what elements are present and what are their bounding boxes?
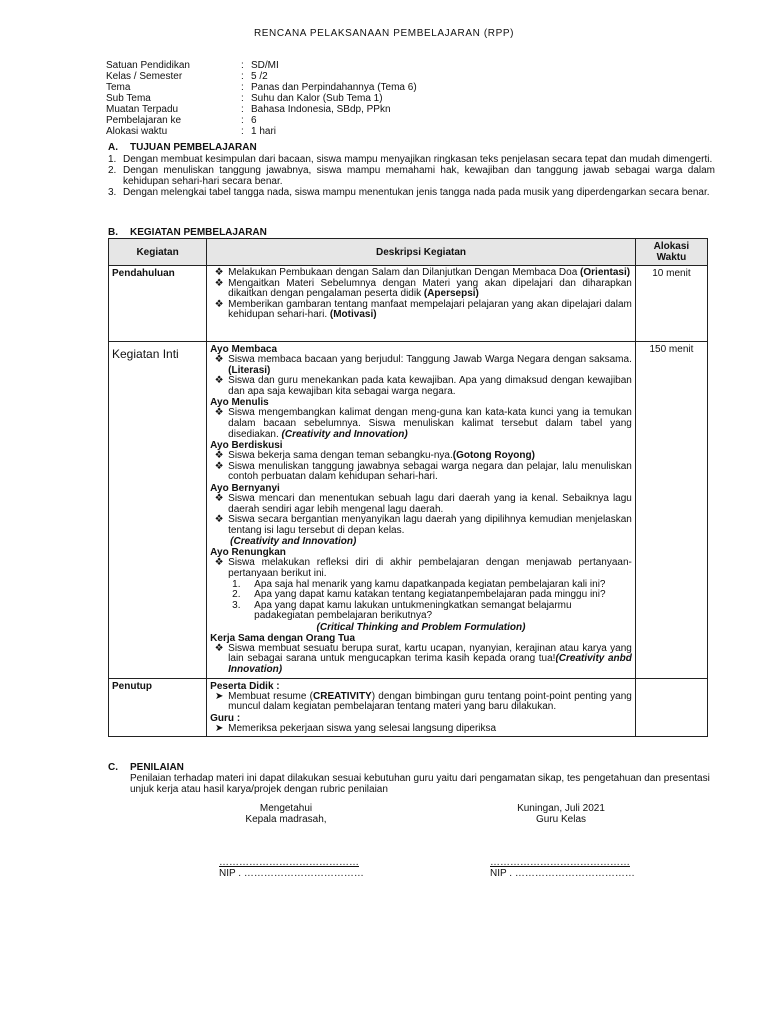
time-inti: 150 menit xyxy=(635,342,707,679)
item-tag: CREATIVITY xyxy=(313,690,372,702)
item-body: Membuat resume ( xyxy=(228,690,314,702)
nip-right: NIP . ……………………………… xyxy=(490,868,635,879)
item-text xyxy=(228,692,632,713)
identity-value: Suhu dan Kalor (Sub Tema 1) xyxy=(251,93,383,104)
question-number: 1. xyxy=(232,578,241,590)
table-header-row xyxy=(109,239,708,266)
list-item xyxy=(210,558,632,579)
item-text: Siswa menuliskan tanggung jawabnya sebagai warga negara dan pelajar, lalu menuliskan contoh perbuatan dalam kehidupan sehari-hari. xyxy=(228,460,632,483)
diamond-bullet-icon: ❖ xyxy=(214,642,224,654)
identity-value: 1 hari xyxy=(251,126,277,137)
arrow-bullet-icon: ➤ xyxy=(214,690,224,702)
item-text xyxy=(228,355,632,376)
identity-colon: : xyxy=(241,104,244,115)
identity-row xyxy=(106,60,417,71)
item-body: Siswa membaca bacaan yang berjudul: Tanggung Jawab Warga Negara dengan saksama. xyxy=(228,354,632,365)
identity-colon: : xyxy=(241,82,244,93)
section-number: C. xyxy=(108,762,118,773)
signature-right xyxy=(486,803,636,825)
list-item xyxy=(210,692,632,713)
signature-line: Mengetahui xyxy=(259,803,313,814)
subsection-membaca: Ayo Membaca xyxy=(210,344,278,355)
item-text xyxy=(228,279,632,300)
subsection-peserta: Peserta Didik : xyxy=(210,680,280,692)
question-text: Apa saja hal menarik yang kamu dapatkanpada kegiatan pembelajaran kali ini? xyxy=(254,578,606,590)
list-item xyxy=(210,376,632,397)
header-alokasi: Alokasi Waktu xyxy=(635,239,707,266)
time-penutup xyxy=(635,678,707,737)
table-row xyxy=(109,678,708,737)
goals-list xyxy=(108,154,715,198)
signature-role: Guru Kelas xyxy=(535,814,587,825)
question-number: 3. xyxy=(232,599,241,611)
list-item xyxy=(210,300,632,321)
diamond-bullet-icon: ❖ xyxy=(214,460,224,472)
item-tag: (Creativity and Innovation) xyxy=(281,428,408,440)
item-body: Memberikan gambaran tentang manfaat mempelajari pelajaran yang akan dipelajari dalam kehidupan sehari-hari. xyxy=(228,298,632,321)
item-body: Melakukan Pembukaan dengan Salam dan Dilanjutkan Dengan Membaca Doa xyxy=(228,267,581,278)
item-text: Siswa dan guru menekankan pada kata kewajiban. Apa yang dimaksud dengan kewajiban dan apa saja kewajiban kita sebagai warga negara. xyxy=(228,375,632,397)
section-c-heading xyxy=(108,762,184,773)
section-number: A. xyxy=(108,142,118,153)
nip-left: NIP . ……………………………… xyxy=(219,868,364,879)
question-text: Apa yang dapat kamu lakukan untukmeningkatkan semangat belajarmu padakegiatan pembelajaran berikutnya? xyxy=(254,599,572,622)
identity-value: Bahasa Indonesia, SBdp, PPkn xyxy=(251,104,391,115)
pendahuluan-description xyxy=(207,266,636,342)
identity-row xyxy=(106,126,417,137)
item-text: Siswa secara bergantian menyanyikan lagu daerah yang dipilihnya kemudian menjelaskan tentang isi lagu tersebut di depan kelas. xyxy=(228,514,632,536)
header-deskripsi: Deskripsi Kegiatan xyxy=(207,239,636,266)
identity-colon: : xyxy=(241,60,244,71)
identity-label: Pembelajaran ke xyxy=(106,115,182,126)
item-text: Siswa mencari dan menentukan sebuah lagu dari daerah yang ia kenal. Sebaiknya lagu daerah sendiri agar lebih mengenal lagu daerah. xyxy=(228,492,632,515)
subsection-berdiskusi: Ayo Berdiskusi xyxy=(210,440,283,452)
item-text: Siswa melakukan refleksi diri di akhir pembelajaran dengan menjawab pertanyaan-pertanyaan berikut ini. xyxy=(228,557,632,579)
diamond-bullet-icon: ❖ xyxy=(214,407,224,419)
tag-creativity: (Creativity and Innovation) xyxy=(230,536,357,548)
question-text: Apa yang dapat kamu katakan tentang kegiatanpembelajaran pada minggu ini? xyxy=(254,589,606,601)
list-item xyxy=(210,279,632,300)
identity-row xyxy=(106,104,417,115)
identity-label: Satuan Pendidikan xyxy=(106,60,190,71)
item-number: 3. xyxy=(108,187,117,198)
diamond-bullet-icon: ❖ xyxy=(214,354,224,365)
signature-left xyxy=(216,803,356,825)
identity-row xyxy=(106,115,417,126)
identity-label: Sub Tema xyxy=(106,93,151,104)
identity-colon: : xyxy=(241,71,244,82)
item-tag: (Motivasi) xyxy=(329,309,377,321)
penilaian-text: Penilaian terhadap materi ini dapat dilakukan sesuai kebutuhan guru yaitu dari pengamatan sikap, tes pengetahuan dan presentasi unjuk kerja atau hasil karya/projek dengan rubric penilaian xyxy=(130,773,710,795)
item-tag: (Apersepsi) xyxy=(423,288,479,300)
header-kegiatan: Kegiatan xyxy=(109,239,207,266)
item-body: Siswa bekerja sama dengan teman sebangku-nya. xyxy=(228,450,453,462)
list-item xyxy=(210,355,632,376)
list-item xyxy=(108,165,715,187)
identity-label: Kelas / Semester xyxy=(106,71,183,82)
section-number: B. xyxy=(108,227,118,238)
item-tag: (Literasi) xyxy=(228,364,271,376)
section-title: KEGIATAN PEMBELAJARAN xyxy=(130,227,267,238)
signature-role: Kepala madrasah, xyxy=(245,814,327,825)
section-title: PENILAIAN xyxy=(130,762,184,773)
identity-colon: : xyxy=(241,93,244,104)
subsection-bernyanyi: Ayo Bernyanyi xyxy=(210,482,280,494)
item-body: Siswa mengembangkan kalimat dengan meng-guna kan kata-kata kunci yang ia temukan dalam bacaan sebelumnya. Siswa menuliskan kalimat tersebut dalam tabel yang disediakan. xyxy=(228,407,632,440)
list-item xyxy=(210,462,632,483)
identity-value: 5 /2 xyxy=(251,71,268,82)
diamond-bullet-icon: ❖ xyxy=(214,298,224,310)
diamond-bullet-icon: ❖ xyxy=(214,557,224,569)
item-body: Mengaitkan Materi Sebelumnya dengan Materi yang akan dipelajari dan diharapkan dikaitkan dengan pengalaman peserta didik xyxy=(228,277,632,300)
signature-name-left: …………………………………… xyxy=(219,857,359,868)
item-text: Dengan membuat kesimpulan dari bacaan, siswa mampu menyajikan ringkasan teks penjelasan secara tepat dan mudah dimengerti. xyxy=(123,154,713,165)
item-text xyxy=(228,644,632,676)
identity-value: 6 xyxy=(251,115,257,126)
phase-inti-cell xyxy=(109,342,207,679)
subsection-renungkan: Ayo Renungkan xyxy=(210,547,286,559)
diamond-bullet-icon: ❖ xyxy=(214,492,224,504)
question-number: 2. xyxy=(232,589,241,601)
list-item xyxy=(210,408,632,440)
list-item xyxy=(108,187,715,198)
list-item xyxy=(108,154,715,165)
item-tag: (Orientasi) xyxy=(580,267,631,278)
arrow-bullet-icon: ➤ xyxy=(214,722,224,734)
document-title: RENCANA PELAKSANAAN PEMBELAJARAN (RPP) xyxy=(253,28,515,39)
tag-critical-thinking: (Critical Thinking and Problem Formulation) xyxy=(316,621,526,633)
item-body: Siswa membuat sesuatu berupa surat, kartu ucapan, nyanyian, kerajinan atau karya yang lain sebagai sarana untuk mengucapkan terima kasih kepada orang tua! xyxy=(228,642,632,665)
identity-colon: : xyxy=(241,115,244,126)
identity-row xyxy=(106,93,417,104)
section-b-heading xyxy=(108,227,267,238)
identity-label: Alokasi waktu xyxy=(106,126,168,137)
list-item xyxy=(210,515,632,536)
identity-row xyxy=(106,82,417,93)
subsection-kerjasama: Kerja Sama dengan Orang Tua xyxy=(210,632,356,644)
item-text xyxy=(228,408,632,440)
diamond-bullet-icon: ❖ xyxy=(214,514,224,526)
item-tag: (Creativity anbd Innovation) xyxy=(228,653,632,676)
identity-block xyxy=(106,60,417,137)
identity-colon: : xyxy=(241,126,244,137)
table-row xyxy=(109,342,708,679)
signature-name-right: …………………………………… xyxy=(490,857,630,868)
item-text: Memeriksa pekerjaan siswa yang selesai langsung diperiksa xyxy=(228,722,497,734)
penutup-description xyxy=(207,678,636,737)
list-item xyxy=(210,494,632,515)
item-number: 2. xyxy=(108,165,117,176)
list-item xyxy=(210,724,632,735)
diamond-bullet-icon: ❖ xyxy=(214,277,224,289)
section-title: TUJUAN PEMBELAJARAN xyxy=(130,142,257,153)
table-row xyxy=(109,266,708,342)
question-item xyxy=(210,601,632,622)
subsection-menulis: Ayo Menulis xyxy=(210,397,269,409)
identity-value: SD/MI xyxy=(251,60,279,71)
identity-label: Tema xyxy=(106,82,131,93)
identity-label: Muatan Terpadu xyxy=(106,104,179,115)
item-text: Dengan melengkai tabel tangga nada, siswa mampu menentukan jenis tangga nada pada musik yang diperdengarkan secara benar. xyxy=(123,187,710,198)
signature-line: Kuningan, Juli 2021 xyxy=(517,803,605,814)
item-body: ) dengan bimbingan guru tentang point-point penting yang muncul dalam kegiatan pembelajaran tentang materi yang baru dilakukan. xyxy=(228,690,632,713)
item-text xyxy=(228,300,632,321)
list-item xyxy=(210,644,632,676)
phase-penutup: Penutup xyxy=(109,678,207,737)
diamond-bullet-icon: ❖ xyxy=(214,375,224,387)
item-tag: (Gotong Royong) xyxy=(452,450,535,462)
identity-value: Panas dan Perpindahannya (Tema 6) xyxy=(251,82,417,93)
diamond-bullet-icon: ❖ xyxy=(214,450,224,462)
phase-pendahuluan: Pendahuluan xyxy=(109,266,207,342)
inti-description xyxy=(207,342,636,679)
subsection-guru: Guru : xyxy=(210,712,241,724)
time-pendahuluan: 10 menit xyxy=(635,266,707,342)
item-text: Dengan menuliskan tanggung jawabnya, siswa mampu memahami hak, kewajiban dan tanggung jawab sebagai warga dalam kehidupan sehari-hari secara benar. xyxy=(123,165,715,187)
phase-inti: Kegiatan Inti xyxy=(112,347,179,361)
item-number: 1. xyxy=(108,154,117,165)
identity-row xyxy=(106,71,417,82)
section-a-heading xyxy=(108,142,257,153)
diamond-bullet-icon: ❖ xyxy=(214,267,224,278)
activities-table xyxy=(108,238,708,737)
